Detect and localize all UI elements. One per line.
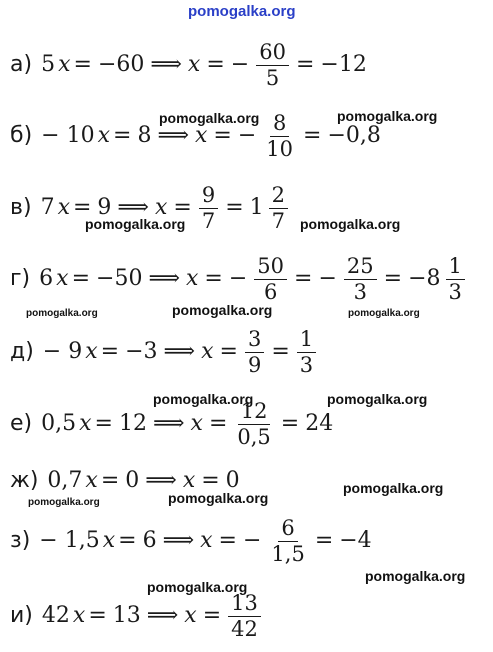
equation-a: а) 5 x = −60 ⟹ x = − $\frac{60}{5}$ = −12 bbox=[10, 39, 367, 90]
equation-g: г) 6 x = −50 ⟹ x = − $\frac{50}{6}$ = − $\frac{25}{3}$ = −8 $\frac{1}{3}$ bbox=[10, 248, 469, 310]
watermark: pomogalka.org bbox=[172, 302, 273, 318]
item-label: г) bbox=[10, 266, 31, 291]
implies-symbol: ⟹ bbox=[162, 528, 195, 553]
equation-d: д) − 9 x = −3 ⟹ x = $\frac{3}{9}$ = $\frac{1}{3}$ bbox=[10, 322, 320, 382]
fraction: $\frac{25}{3}$ bbox=[344, 256, 377, 303]
watermark: pomogalka.org bbox=[168, 490, 269, 506]
result: 0 bbox=[225, 468, 240, 493]
equation-v: в) 7 x = 9 ⟹ x = $\frac{9}{7}$ = 1 $\frac{2}{7}$ bbox=[10, 178, 292, 238]
implies-symbol: ⟹ bbox=[117, 195, 149, 220]
result: −4 bbox=[339, 528, 372, 553]
mixed-number: 1 $\frac{2}{7}$ bbox=[250, 185, 292, 232]
equation-z: з) − 1,5 x = 6 ⟹ x = − $\frac{6}{1,5}$ = −4 bbox=[10, 515, 372, 566]
implies-symbol: ⟹ bbox=[150, 52, 182, 77]
watermark: pomogalka.org bbox=[343, 480, 444, 496]
watermark: pomogalka.org bbox=[300, 216, 401, 232]
equation-zh: ж) 0,7 x = 0 ⟹ x = 0 bbox=[10, 468, 240, 493]
item-label: е) bbox=[10, 411, 33, 436]
item-label: а) bbox=[10, 52, 33, 77]
fraction: $\frac{1}{3}$ bbox=[297, 329, 316, 376]
watermark: pomogalka.org bbox=[28, 497, 100, 508]
fraction: $\frac{6}{1,5}$ bbox=[271, 515, 305, 566]
watermark: pomogalka.org bbox=[159, 110, 260, 126]
result: −12 bbox=[320, 52, 367, 77]
item-label: и) bbox=[10, 603, 33, 628]
implies-symbol: ⟹ bbox=[148, 266, 180, 291]
item-label: д) bbox=[10, 339, 34, 364]
item-label: в) bbox=[10, 195, 32, 220]
result: −0,8 bbox=[327, 123, 381, 148]
item-label: ж) bbox=[10, 468, 39, 493]
equation-b: б) − 10 x = 8 ⟹ x = − $\frac{8}{10}$ = −0,8 bbox=[10, 110, 381, 161]
implies-symbol: ⟹ bbox=[157, 123, 189, 148]
fraction: $\frac{9}{7}$ bbox=[199, 185, 218, 232]
fraction: $\frac{50}{6}$ bbox=[254, 256, 287, 303]
equation-i: и) 42 x = 13 ⟹ x = $\frac{13}{42}$ bbox=[10, 586, 265, 646]
equation-e: е) 0,5 x = 12 ⟹ x = $\frac{12}{0,5}$ = 24 bbox=[10, 398, 334, 449]
implies-symbol: ⟹ bbox=[145, 468, 177, 493]
fraction: $\frac{13}{42}$ bbox=[228, 593, 261, 640]
fraction: $\frac{12}{0,5}$ bbox=[237, 398, 271, 449]
implies-symbol: ⟹ bbox=[163, 339, 196, 364]
watermark: pomogalka.org bbox=[348, 308, 420, 319]
watermark: pomogalka.org bbox=[337, 108, 438, 124]
implies-symbol: ⟹ bbox=[146, 603, 179, 628]
fraction: $\frac{8}{10}$ bbox=[266, 110, 294, 161]
watermark: pomogalka.org bbox=[365, 568, 466, 584]
watermark: pomogalka.org bbox=[26, 308, 98, 319]
item-label: б) bbox=[10, 123, 33, 148]
watermark-top: pomogalka.org bbox=[188, 3, 296, 20]
watermark: pomogalka.org bbox=[85, 216, 186, 232]
result: 24 bbox=[305, 411, 334, 436]
item-label: з) bbox=[10, 528, 31, 553]
watermark: pomogalka.org bbox=[153, 391, 254, 407]
mixed-number: −8 $\frac{1}{3}$ bbox=[408, 256, 469, 303]
fraction: $\frac{3}{9}$ bbox=[245, 329, 264, 376]
implies-symbol: ⟹ bbox=[152, 411, 185, 436]
watermark: pomogalka.org bbox=[327, 391, 428, 407]
fraction: $\frac{60}{5}$ bbox=[256, 42, 289, 89]
watermark: pomogalka.org bbox=[147, 579, 248, 595]
